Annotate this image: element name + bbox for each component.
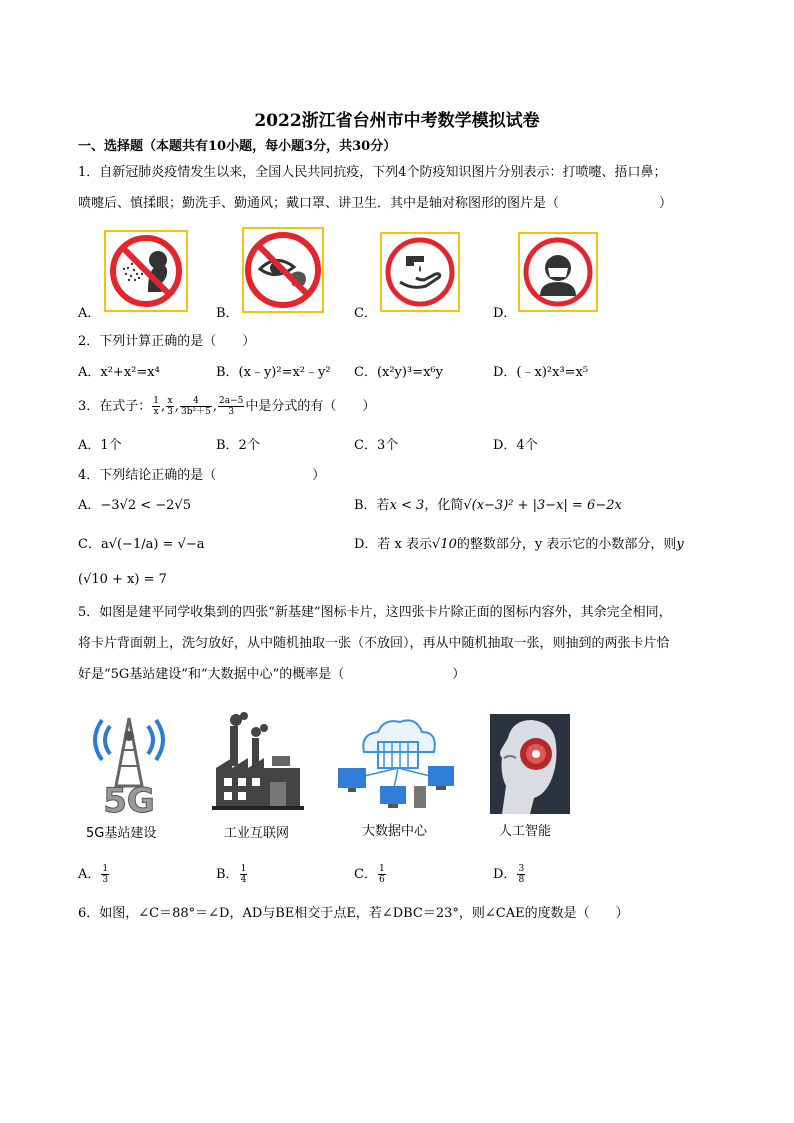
q4-b-middle: ，化简 (424, 498, 464, 513)
section-heading: 一、选择题（本题共有10小题，每小题3分，共30分） (78, 139, 397, 154)
q5-paren-close: ） (452, 667, 466, 682)
q5-line1: 5．如图是建平同学收集到的四张“新基建”图标卡片，这四张卡片除正面的图标内容外，其余完全相同， (78, 605, 672, 620)
mask-icon (518, 232, 598, 312)
q1-option-b: B． (216, 306, 239, 321)
q3-stem: 3．在式子： $\frac{1}{x}$ , $\frac{x}{3}$ , $\frac{4}{\text{3b²＋5}}$ , $\frac{2a-5}{3}$ 中是分式的有（ ） (78, 396, 376, 417)
q1-line2-text: 喷嚏后、慎揉眼；勤洗手、勤通风；戴口罩、讲卫生．其中是轴对称图形的图片是（ (78, 196, 560, 211)
q4-d-middle: 的整数部分，y 表示它的小数部分，则 (456, 537, 677, 552)
q3-option-b: B．2个 (216, 438, 260, 453)
page-title: 2022浙江省台州市中考数学模拟试卷 (254, 111, 540, 131)
ai-robot-icon (490, 714, 570, 814)
q1-option-c: C． (354, 306, 377, 321)
q4-option-d (354, 536, 684, 554)
q5-option-a: A． $\frac{1}{3}$ (78, 864, 109, 885)
q2-stem: 2．下列计算正确的是（ ） (78, 334, 256, 349)
q4-b-condition: x < 3 (389, 498, 425, 513)
5g-tower-icon (90, 706, 168, 816)
q3-fraction-3: $\frac{4}{\text{3b²＋5}}$ (181, 396, 211, 417)
q4-option-d-line2: (√10 + x) = 7 (78, 572, 167, 587)
no-eye-rub-icon (242, 227, 324, 313)
q1-option-a: A． (78, 306, 101, 321)
q4-option-b (354, 497, 622, 515)
q5-line2: 将卡片背面朝上，洗匀放好，从中随机抽取一张（不放回），再从中随机抽取一张，则抽到的两张卡片恰 (78, 636, 670, 651)
q2-option-d: D．(﹣x)²x³=x⁵ (493, 365, 589, 380)
q4-d-variable: y (676, 537, 684, 552)
q4-option-a: A．−3√2 < −2√5 (78, 498, 191, 513)
q1-line1: 1．自新冠肺炎疫情发生以来，全国人民共同抗疫，下列4个防疫知识图片分别表示：打喷嚏、捂口鼻； (78, 165, 667, 180)
hand-wash-icon (380, 232, 460, 312)
q6-stem: 6．如图，∠C＝88°＝∠D，AD与BE相交于点E，若∠DBC＝23°，则∠CAE的度数是（ ） (78, 906, 629, 921)
q4-d-sqrt: √10 (432, 537, 457, 552)
q4-option-c: C．a√(−1/a) = √−a (78, 537, 205, 552)
q5-option-c: C． $\frac{1}{6}$ (354, 864, 385, 885)
q3-fraction-2: $\frac{x}{3}$ (167, 396, 173, 417)
q5-line3-text: 好是“5G基站建设”和“大数据中心”的概率是（ (78, 667, 345, 682)
caption-big-data: 大数据中心 (362, 824, 428, 839)
q5-line3 (78, 665, 728, 685)
q3-option-c: C．3个 (354, 438, 399, 453)
q3-fraction-1: $\frac{1}{x}$ (153, 396, 160, 417)
q3-fraction-4: $\frac{2a-5}{3}$ (219, 396, 244, 417)
q5-option-b: B． $\frac{1}{4}$ (216, 864, 247, 885)
q1-line2 (78, 194, 728, 214)
caption-industrial-internet: 工业互联网 (224, 826, 290, 841)
q2-option-c: C．(x²y)³=x⁶y (354, 365, 443, 380)
q4-d-prefix: D．若 x 表示 (354, 537, 433, 552)
q3-option-a: A．1个 (78, 438, 122, 453)
q4-b-prefix: B．若 (354, 498, 390, 513)
caption-ai: 人工智能 (499, 824, 552, 839)
q1-option-d: D． (493, 306, 517, 321)
q4-b-expression: √(x−3)² + |3−x| = 6−2x (463, 498, 622, 513)
q5-option-d: D． $\frac{3}{8}$ (493, 864, 525, 885)
q1-paren-close: ） (659, 196, 673, 211)
q3-stem-end: 中是分式的有（ ） (245, 399, 376, 414)
caption-5g: 5G基站建设 (86, 826, 157, 841)
q4-stem (78, 466, 728, 486)
q3-option-d: D．4个 (493, 438, 538, 453)
data-center-icon (334, 712, 456, 812)
no-sneeze-icon (104, 230, 188, 312)
q3-stem-start: 3．在式子： (78, 399, 152, 414)
q4-stem-text: 4．下列结论正确的是（ (78, 468, 217, 483)
q4-paren-close: ） (312, 468, 326, 483)
factory-icon (212, 712, 304, 810)
q2-option-a: A．x²+x²=x⁴ (78, 365, 160, 380)
q2-option-b: B．(x﹣y)²=x²﹣y² (216, 365, 331, 380)
svg-text:5G: 5G (103, 781, 155, 816)
